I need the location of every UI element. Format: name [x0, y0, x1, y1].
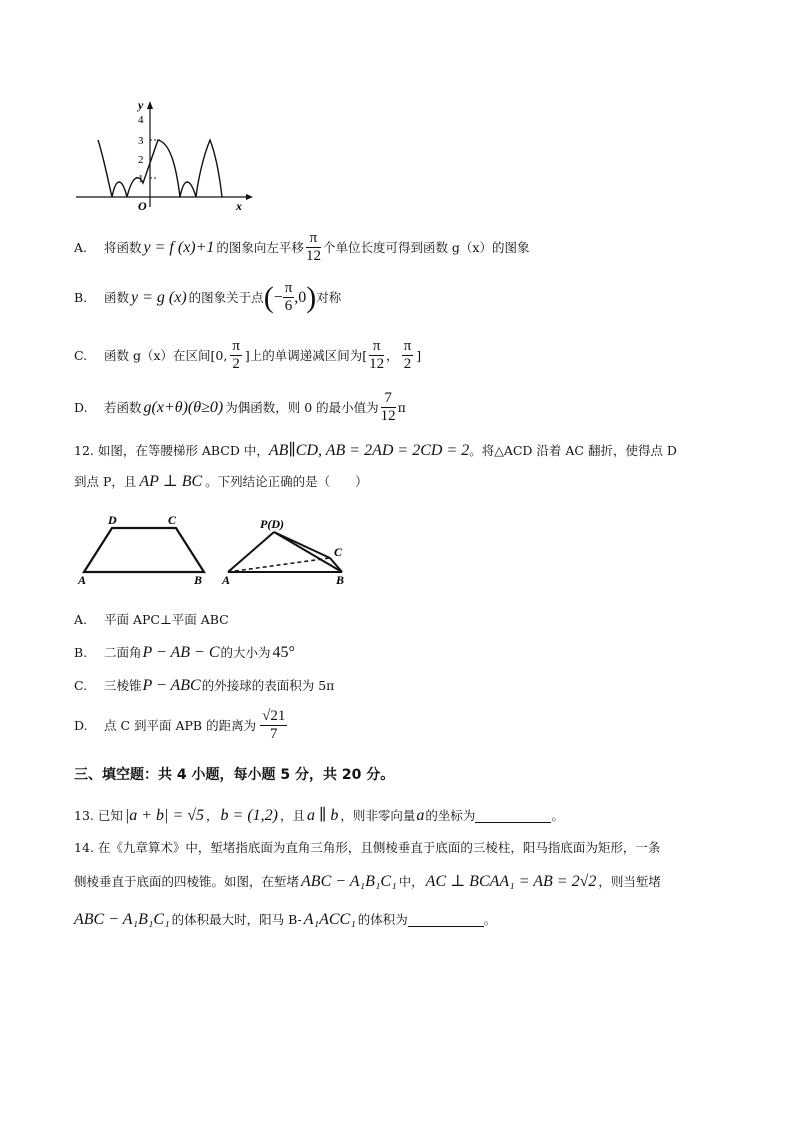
- y-tick-2: 2: [138, 154, 144, 166]
- q13-stem: 13. 已知 |a + b| = √5 ， b = (1,2) ，且 a ∥ b ，则非零向量 a 的坐标为 。: [74, 807, 564, 824]
- y-tick-3: 3: [138, 135, 144, 147]
- x-axis-arrow: [246, 194, 253, 200]
- q12-stem-line2: 到点 P，且 AP ⊥ BC 。下列结论正确的是（ ）: [74, 473, 368, 490]
- fraction: $\frac{7}{12}$: [380, 390, 396, 424]
- function-curve: [98, 140, 222, 197]
- option-letter: B.: [74, 289, 88, 305]
- svg-text:A: A: [222, 573, 231, 587]
- option-letter: D.: [74, 717, 88, 733]
- q11-option-a: A. 将函数 y = f (x)+1 的图象向左平移 $\frac{\pi}{12}$ 个单位长度可得到函数 g（x）的图象: [74, 230, 530, 264]
- origin-label: O: [138, 199, 147, 213]
- q11-option-b: B. 函数 y = g (x) 的图象关于点 ( − $\frac{\pi}{6}$ ,0 ) 对称: [74, 280, 342, 314]
- q12-option-b: B. 二面角 P − AB − C 的大小为 45°: [74, 644, 295, 661]
- q14-line3: ABC − A₁B₁C₁ 的体积最大时，阳马 B- A₁ACC₁ 的体积为 。: [74, 911, 497, 928]
- x-axis-label: x: [236, 199, 242, 213]
- fraction: $\frac{\pi}{2}$: [403, 338, 412, 372]
- svg-text:A: A: [78, 573, 87, 587]
- option-letter: A.: [74, 239, 88, 255]
- q12-option-d: D. 点 C 到平面 APB 的距离为 $\frac{√21}{7}$: [74, 708, 286, 742]
- fraction: $\frac{\pi}{12}$: [369, 338, 385, 372]
- y-tick-1: 1: [138, 173, 144, 185]
- answer-blank[interactable]: [475, 810, 551, 823]
- q11-option-d: D. 若函数 g(x+θ)(θ≥0) 为偶函数，则 0 的最小值为 $\frac{7}{12}$ π: [74, 390, 406, 424]
- svg-text:D: D: [108, 513, 117, 527]
- option-letter: D.: [74, 399, 88, 415]
- q14-line1: 14. 在《九章算术》中，堑堵指底面为直角三角形，且侧棱垂直于底面的三棱柱，阳马指底面为矩形，一条: [74, 840, 661, 855]
- option-letter: C.: [74, 678, 88, 693]
- q11-option-c: C. 函数 g（x）在区间[0, $\frac{\pi}{2}$ ]上的单调递减区间为[ $\frac{\pi}{12}$ ， $\frac{\pi}{2}$ ]: [74, 338, 422, 372]
- q12-option-a: A. 平面 APC⊥平面 ABC: [74, 612, 229, 627]
- y-axis-arrow: [147, 101, 153, 109]
- svg-text:B: B: [336, 573, 345, 587]
- fraction: $\frac{\pi}{6}$: [284, 280, 293, 314]
- svg-text:C: C: [334, 545, 343, 559]
- svg-text:B: B: [194, 573, 203, 587]
- svg-text:C: C: [168, 513, 177, 527]
- option-letter: B.: [74, 645, 88, 660]
- y-axis-label: y: [138, 98, 144, 112]
- svg-text:P(D): P(D): [260, 517, 284, 531]
- q12-stem-line1: 12. 如图，在等腰梯形 ABCD 中，AB∥CD, AB = 2AD = 2CD = 2。将△ACD 沿着 AC 翻折，使得点 D: [74, 442, 677, 459]
- trapezoid-figure: [74, 510, 214, 590]
- q12-option-c: C. 三棱锥 P − ABC 的外接球的表面积为 5π: [74, 677, 335, 694]
- fraction: $\frac{\pi}{2}$: [232, 338, 240, 372]
- option-letter: C.: [74, 347, 88, 363]
- fraction: $\frac{√21}{7}$: [262, 708, 286, 742]
- fraction: $\frac{\pi}{12}$: [305, 230, 321, 264]
- function-graph: [70, 95, 255, 215]
- option-letter: A.: [74, 612, 88, 627]
- section-heading: 三、填空题：共 4 小题，每小题 5 分，共 20 分。: [74, 767, 395, 783]
- y-tick-4: 4: [138, 114, 144, 126]
- folded-pyramid-figure: [218, 514, 363, 590]
- q14-line2: 侧棱垂直于底面的四棱锥。如图，在堑堵 ABC − A₁B₁C₁ 中， AC ⊥ BCAA₁ = AB = 2√2 ，则当堑堵: [74, 873, 661, 890]
- answer-blank[interactable]: [408, 914, 484, 927]
